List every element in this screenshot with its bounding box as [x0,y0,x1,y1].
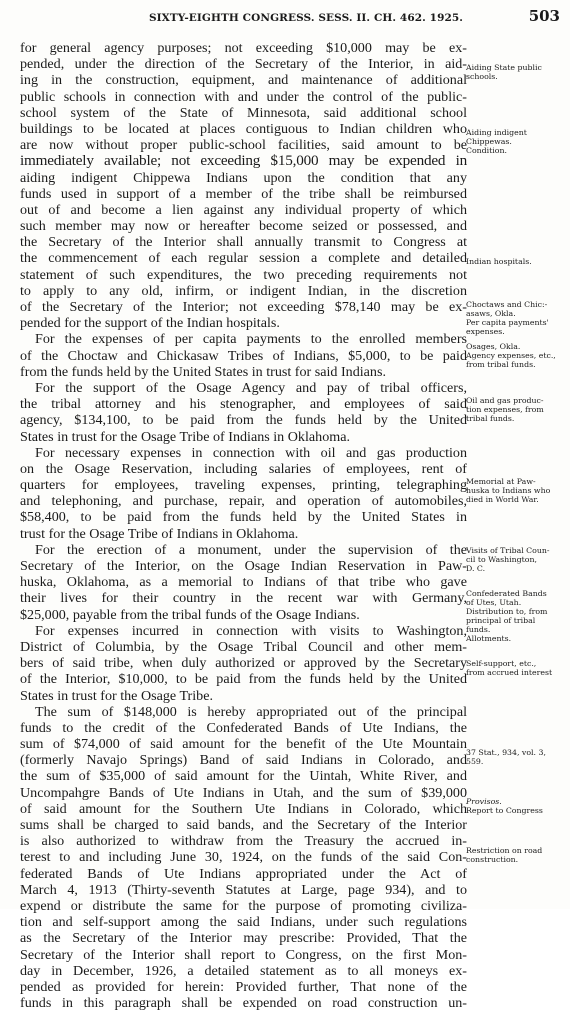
margin-note-line: Per capita payments' [466,318,549,327]
body-line: the sum of $35,000 of said amount for the Uintah, White River, and [20,768,467,785]
body-line: from the funds held by the United States in trust for said Indians. [20,363,386,380]
body-line: as the Secretary of the Interior may prescribe: Provided, That the [20,930,467,947]
body-line: the commencement of each regular session a complete and detailed [20,250,467,267]
body-line: of said amount for the Southern Ute Indians in Colorado, which [20,800,467,817]
margin-note-line: expenses. [466,327,505,336]
body-line: statement of such expenditures, the two preceding requirements not [20,266,467,283]
body-line: (formerly Navajo Springs) Band of said Indians in Colorado, and [20,752,467,769]
body-line: Secretary of the Interior shall report to Congress, on the first Mon- [20,946,467,963]
margin-note [466,846,568,864]
body-line: of the Interior, $10,000, to be paid from the funds held by the United [20,671,467,688]
margin-note-line: Osages, Okla. [466,342,521,351]
margin-note-line: tribal funds. [466,414,515,423]
margin-note [466,589,568,643]
body-line: immediately available; not exceeding $15,000 may be expended in [20,152,467,170]
body-line: are now without proper public-school facilities, said amount to be [20,137,467,154]
margin-note-line: of Utes, Utah. [466,598,522,607]
body-line: their lives for their country in the recent war with Germany, [20,590,467,607]
margin-note-line: Agency expenses, etc., [466,351,556,360]
body-line: out of and become a lien against any individual property of which [20,201,467,218]
body-line: tion and self-support among the said Indians, under such regulations [20,914,467,931]
body-line: federated Bands of Ute Indians appropriated under the Act of [20,865,467,882]
margin-note-line: 559. [466,757,484,766]
body-text [20,40,467,1011]
margin-note-line: Aiding indigent [466,128,527,137]
body-line: agency, $134,100, to be paid from the funds held by the United [20,412,467,429]
body-line: for general agency purposes; not exceeding $10,000 may be ex- [20,40,467,56]
margin-note-line: D. C. [466,564,486,573]
body-line: such member may now or hereafter become seized or possessed, and [20,218,467,235]
body-line: States in trust for the Osage Tribe of Indians in Oklahoma. [20,428,350,445]
margin-note-line: Confederated Bands [466,589,547,598]
margin-note-line: Provisos. [466,797,502,806]
margin-note-line: Choctaws and Chic:- [466,300,548,309]
body-line: sums shall be charged to said bands, and the Secretary of the Interior [20,817,467,833]
margin-note [466,797,568,815]
margin-note-line: Allotments. [466,634,512,643]
body-line: District of Columbia, by the Osage Tribal Council and other mem- [20,638,467,655]
margin-note-line: Aiding State public [466,63,542,72]
margin-note [466,300,568,336]
margin-note-line: Self-support, etc., [466,659,537,668]
margin-note-line: Oil and gas produc- [466,396,544,405]
margin-note-line: huska to Indians who [466,486,551,495]
running-header: SIXTY-EIGHTH CONGRESS. SESS. II. CH. 462. 1925. [148,12,464,24]
body-line: Secretary of the Interior, on the Osage Indian Reservation in Paw- [20,558,467,574]
margin-note-line: Visits of Tribal Coun- [466,546,550,555]
body-line: aiding indigent Chippewa Indians upon the condition that any [20,169,467,186]
margin-note-line: construction. [466,855,519,864]
body-line: For the erection of a monument, under the supervision of the [35,541,467,558]
margin-note [466,342,568,369]
body-line: $58,400, to be paid from the funds held by the United States in [20,509,467,526]
margin-note [466,257,568,266]
body-line: ing in the construction, equipment, and maintenance of additional [20,72,467,89]
margin-note [466,128,568,155]
margin-note [466,477,568,504]
body-line: day in December, 1926, a detailed statement as to all moneys ex- [20,962,467,979]
body-line: and telephoning, and purchase, repair, and operation of automobiles, [20,493,467,510]
body-line: pended for the support of the Indian hospitals. [20,315,280,332]
body-line: quarters for employees, traveling expenses, printing, telegraphing [20,477,467,494]
margin-note-line: schools. [466,72,498,81]
body-line: funds to the credit of the Confederated Bands of Ute Indians, the [20,719,467,736]
body-line: huska, Oklahoma, as a memorial to Indians of that tribe who gave [20,574,467,591]
body-line: is also authorized to withdraw from the Treasury the accrued in- [20,833,467,850]
margin-note-line: cil to Washington, [466,555,537,564]
body-line: For the expenses of per capita payments to the enrolled members [35,331,467,348]
body-line: to apply to any old, infirm, or indigent Indian, in the discretion [20,282,467,299]
body-line: bers of said tribe, when duly authorized or approved by the Secretary [20,655,467,672]
margin-note [466,748,568,766]
margin-note-line: tion expenses, from [466,405,544,414]
body-line: school system of the State of Minnesota, said additional school [20,104,467,121]
margin-note-line: asaws, Okla. [466,309,516,318]
margin-note-line: from accrued interest [466,668,553,677]
margin-note [466,63,568,81]
body-line: For necessary expenses in connection with oil and gas production [35,444,467,461]
body-line: For the support of the Osage Agency and pay of tribal officers, [35,379,467,396]
body-line: States in trust for the Osage Tribe. [20,687,213,704]
body-line: funds in this paragraph shall be expended on road construction un- [20,995,467,1011]
body-line: terest to and including June 30, 1924, on the funds of the said Con- [20,849,467,866]
margin-note [466,396,568,423]
body-line: $25,000, payable from the tribal funds of the Osage Indians. [20,606,360,623]
body-line: the tribal attorney and his stenographer, and employees of said [20,396,467,413]
body-line: trust for the Osage Tribe of Indians in Oklahoma. [20,525,299,542]
body-line: of the Secretary of the Interior; not exceeding $78,140 may be ex- [20,299,467,315]
body-line: of the Choctaw and Chickasaw Tribes of Indians, $5,000, to be paid [20,347,467,364]
margin-note-line: Restriction on road [466,846,543,855]
margin-note-line: from tribal funds. [466,360,536,369]
margin-note-line: Condition. [466,146,507,155]
body-line: the Secretary of the Interior shall annually transmit to Congress at [20,234,467,251]
body-line: The sum of $148,000 is hereby appropriated out of the principal [35,703,467,720]
body-line: buildings to be located at places contiguous to Indian children who [20,120,467,137]
margin-note-line: Chippewas. [466,137,512,146]
margin-note [466,546,568,573]
body-line: sum of $74,000 of said amount for the benefit of the Ute Mountain [20,736,467,753]
page-number: 503 [528,7,560,25]
margin-note-line: Memorial at Paw- [466,477,536,486]
body-line: For expenses incurred in connection with visits to Washington, [35,622,467,639]
margin-note-line: Distribution to, from [466,607,548,616]
body-line: on the Osage Reservation, including salaries of employees, rent of [20,460,467,477]
margin-note [466,659,568,677]
body-line: expend or distribute the same for the purpose of promoting civiliza- [20,897,467,914]
margin-note-line: Report to Congress [466,806,543,815]
body-line: Uncompahgre Bands of Ute Indians in Utah, and the sum of $39,000 [20,784,467,801]
margin-note-line: 37 Stat., 934, vol. 3, [466,748,546,757]
body-line: pended as provided for herein: Provided further, That none of the [20,978,467,995]
body-line: public schools in connection with and under the control of the public- [20,88,467,105]
body-line: March 4, 1913 (Thirty-seventh Statutes at Large, page 934), and to [20,881,467,898]
margin-note-line: died in World War. [466,495,539,504]
body-line: funds used in support of a member of the tribe shall be reimbursed [20,185,467,202]
margin-note-line: funds. [466,625,491,634]
margin-note-line: principal of tribal [466,616,536,625]
body-line: pended, under the direction of the Secretary of the Interior, in aid- [20,56,467,73]
margin-note-line: Indian hospitals. [466,257,532,266]
